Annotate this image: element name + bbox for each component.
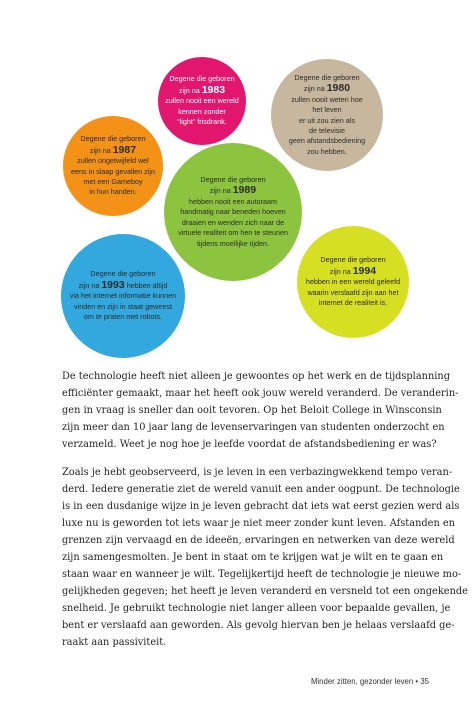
footer-separator: • (415, 677, 419, 686)
bubble-intro: Degene die geboren (200, 175, 266, 185)
bubble-intro: zijn na (329, 266, 351, 276)
bubble-line: het leven (312, 105, 342, 115)
paragraph-line: zijn samengesmolten. Je bent in staat om te krijgen wat je wilt en te gaan en (62, 552, 444, 563)
bubble-line: er uit zou zien als (299, 115, 355, 125)
paragraph-line: derd. Iedere generatie ziet de wereld vanuit een ander oogpunt. De technologie (62, 484, 460, 495)
page-footer (311, 677, 429, 686)
bubble-line: virtuele realiteit om hen te steunen (178, 228, 288, 238)
bubble-line: internet de realiteit is. (318, 298, 388, 308)
bubble-intro: zijn na (78, 280, 100, 290)
bubble-year: 1983 (201, 83, 226, 96)
bubble-1980 (271, 59, 383, 171)
bubble-year: 1989 (232, 184, 257, 197)
bubble-line: hebben altijd (126, 280, 168, 290)
paragraph-line: Zoals je hebt geobserveerd, is je leven in een verbazingwekkend tempo veran- (62, 467, 453, 478)
bubble-line: hebben nooit een autoraam (189, 196, 277, 206)
paragraph-line: raakt aan passiviteit. (62, 637, 167, 648)
bubble-intro: Degene die geboren (294, 72, 360, 82)
bubble-line: draaien en wenden zich naar de (181, 217, 285, 227)
bubble-line: hebben in een wereld geleefd (305, 277, 401, 287)
bubble-intro: zijn na (178, 85, 200, 95)
bubble-line: kennen zonder (178, 106, 226, 116)
paragraph-line: is in een dusdanige wijze in je leven gebracht dat iets wat eerst gezien werd als (62, 501, 460, 512)
paragraph-line: grenzen zijn vervaagd en de ideeën, ervaringen en netwerken van deze wereld (62, 535, 455, 546)
bubble-line: vinden en zijn in staat geweest (74, 301, 172, 311)
paragraph-line: gelijkheden gegeven; het heeft je leven veranderd en versneld tot een ongekende (62, 586, 468, 597)
bubble-1987 (63, 116, 163, 216)
bubble-intro: Degene die geboren (80, 134, 146, 144)
paragraph-line: luxe nu is geworden tot iets waar je niet meer zonder kunt leven. Afstanden en (62, 518, 455, 529)
bubble-1983 (158, 57, 246, 145)
bubble-intro: Degene die geboren (90, 269, 156, 279)
paragraph-line: bent er verslaafd aan geworden. Als gevolg hiervan ben je helaas verslaafd ge- (62, 620, 455, 631)
bubble-intro: Degene die geboren (320, 255, 386, 265)
page-number: 35 (420, 677, 429, 686)
paragraph-line: efficiënter gemaakt, maar het heeft ook jouw wereld veranderd. De veranderin- (62, 388, 459, 399)
bubble-1994 (297, 226, 409, 338)
bubble-intro: Degene die geboren (169, 74, 235, 84)
bubble-line: tijdens moeilijke tijden. (197, 238, 269, 248)
footer-title: Minder zitten, gezonder leven (310, 677, 414, 686)
bubble-intro: zijn na (209, 186, 231, 196)
paragraph-line: zijn meer dan 10 jaar lang de levenservaringen van studenten onderzocht en (62, 422, 445, 433)
paragraph-line: De technologie heeft niet alleen je gewoontes op het werk en de tijdsplanning (62, 371, 450, 382)
bubble-line: in hun handen. (89, 187, 137, 197)
bubble-line: eens in slaap gevallen zijn (71, 166, 155, 176)
bubble-line: met een Gameboy (83, 176, 143, 186)
bubble-line: “light” frisdrank. (177, 117, 227, 127)
bubble-year: 1993 (101, 278, 125, 291)
bubble-intro: zijn na (303, 84, 325, 94)
bubble-line: zou hebben. (307, 146, 347, 156)
bubble-line: zullen nooit een wereld (165, 96, 239, 106)
bubble-line: zullen nooit weten hoe (291, 94, 363, 104)
body-paragraph-1 (62, 368, 459, 453)
bubble-year: 1987 (112, 143, 137, 156)
bubble-line: handmatig naar beneden hoeven (180, 207, 286, 217)
bubble-year: 1994 (352, 264, 377, 277)
paragraph-line: staan waar en wanneer je wilt. Tegelijkertijd heeft de technologie je nieuwe mo- (62, 569, 462, 580)
bubble-intro: zijn na (89, 145, 111, 155)
bubble-line: waarin verslaafd zijn aan het (307, 287, 399, 297)
bubble-line: zullen ongetwijfeld wel (77, 156, 149, 166)
bubble-line: via het internet informatie kunnen (69, 291, 177, 301)
bubble-1993 (61, 234, 185, 358)
paragraph-line: gen in vraag is sneller dan ooit tevoren. Op het Beloit College in Winsconsin (62, 405, 442, 416)
bubble-year: 1980 (326, 82, 351, 95)
bubble-line: geen afstandsbediening (288, 136, 366, 146)
paragraph-line: verzameld. Weet je nog hoe je leefde voordat de afstandsbediening er was? (62, 439, 437, 450)
paragraph-line: snelheid. Je gebruikt technologie niet langer alleen voor bepaalde gevallen, je (62, 603, 451, 614)
bubble-line: om te praten met robots. (83, 312, 163, 322)
bubble-1989 (164, 143, 302, 281)
body-paragraph-2 (62, 464, 468, 651)
bubble-line: de televisie (309, 125, 345, 135)
